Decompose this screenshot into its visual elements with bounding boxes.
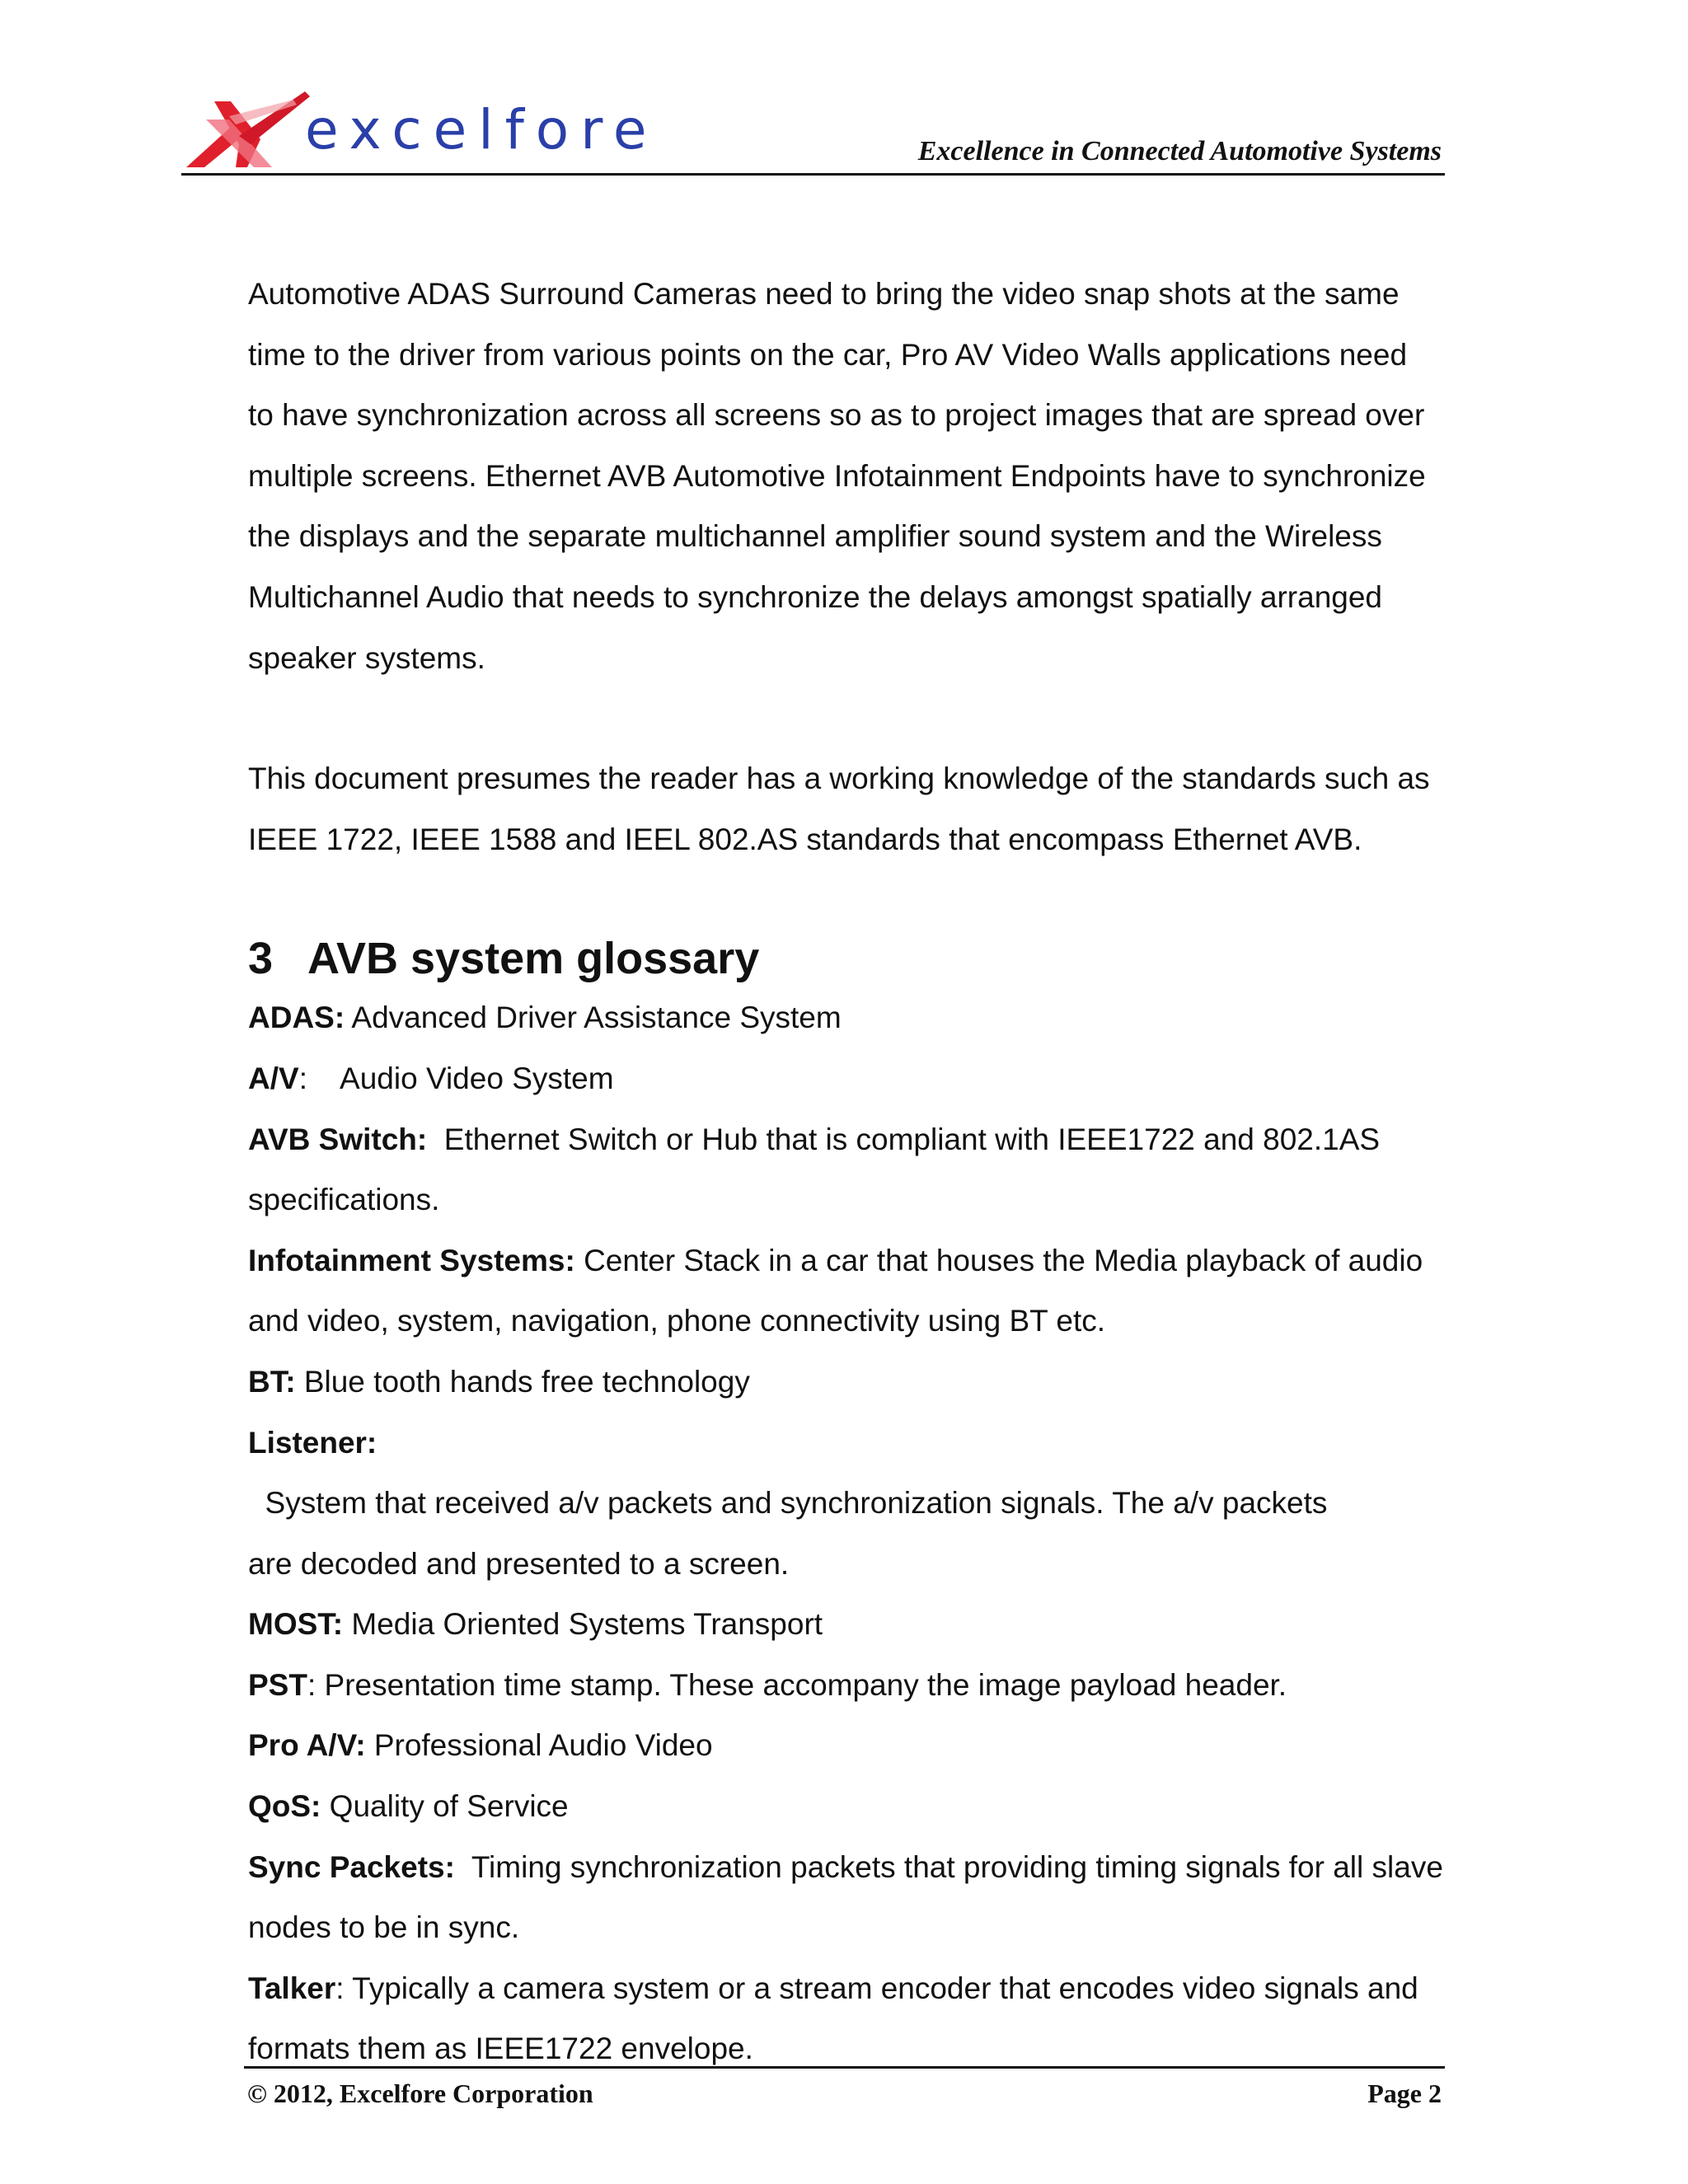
section-heading — [248, 930, 1443, 987]
section-number: 3 — [248, 934, 274, 984]
glossary-entry-line — [248, 1655, 1443, 1716]
glossary-definition: Quality of Service — [321, 1789, 569, 1824]
intro-paragraph-2-line: IEEE 1722, IEEE 1588 and IEEL 802.AS standards that encompass Ethernet AVB. — [248, 822, 1362, 856]
glossary-term: ADAS: — [248, 1001, 345, 1035]
page-header — [181, 87, 1445, 177]
intro-paragraph-1-line: speaker systems. — [248, 640, 485, 675]
intro-paragraph-1-line: to have synchronization across all screens so as to project images that are spread over — [248, 398, 1425, 433]
glossary-entry-line — [248, 987, 1443, 1048]
glossary-term: BT: — [248, 1364, 296, 1399]
intro-paragraph-1-line: time to the driver from various points on the car, Pro AV Video Walls applications need — [248, 337, 1408, 372]
glossary-term: QoS: — [248, 1789, 321, 1824]
footer-page-number: Page 2 — [1367, 2079, 1442, 2108]
glossary-entry-line — [248, 1048, 1443, 1109]
glossary-definition: Blue tooth hands free technology — [295, 1364, 750, 1399]
glossary-term: A/V — [248, 1061, 299, 1095]
glossary-entry-line — [248, 1534, 1443, 1595]
logo-wordmark: excelfore — [305, 98, 659, 162]
intro-paragraph-1-line: multiple screens. Ethernet AVB Automotive Infotainment Endpoints have to synchronize — [248, 458, 1426, 493]
glossary-definition: Media Oriented Systems Transport — [343, 1607, 823, 1642]
glossary-entry-line — [248, 1169, 1443, 1230]
intro-paragraph-1 — [248, 264, 1443, 688]
glossary-term: MOST: — [248, 1607, 344, 1642]
glossary-definition: Advanced Driver Assistance System — [345, 1001, 842, 1035]
page-footer — [244, 2066, 1445, 2109]
glossary-definition: : Audio Video System — [298, 1061, 614, 1095]
glossary-definition: formats them as IEEE1722 envelope. — [248, 2032, 753, 2066]
glossary-entry-line — [248, 1352, 1443, 1413]
glossary-entry-line — [248, 1594, 1443, 1655]
intro-paragraph-1-line: Multichannel Audio that needs to synchronize the delays amongst spatially arranged — [248, 579, 1383, 614]
glossary-definition: and video, system, navigation, phone connectivity using BT etc. — [248, 1304, 1106, 1338]
glossary-term: PST — [248, 1667, 307, 1702]
glossary-definition: specifications. — [248, 1183, 440, 1217]
glossary-definition: System that received a/v packets and synchronization signals. The a/v packets — [248, 1486, 1328, 1521]
glossary-definition: are decoded and presented to a screen. — [248, 1546, 790, 1581]
excelfore-logo — [181, 87, 684, 173]
glossary-entry-line — [248, 1897, 1443, 1958]
glossary-entry-line — [248, 1291, 1443, 1352]
glossary-definition: Center Stack in a car that houses the Media playback of audio — [574, 1243, 1423, 1277]
footer-divider — [244, 2066, 1445, 2069]
intro-paragraph-1-line: the displays and the separate multichannel amplifier sound system and the Wireless — [248, 519, 1382, 554]
header-divider — [181, 173, 1445, 176]
glossary-definition: Professional Audio Video — [365, 1728, 713, 1763]
glossary-definition: : Typically a camera system or a stream encoder that encodes video signals and — [335, 1971, 1418, 2005]
glossary-term: Listener: — [248, 1425, 377, 1460]
glossary-term: Talker — [248, 1971, 336, 2005]
glossary-definition: nodes to be in sync. — [248, 1910, 520, 1945]
glossary-entry-line — [248, 1958, 1443, 2019]
intro-paragraph-2 — [248, 748, 1443, 869]
glossary-definition: Ethernet Switch or Hub that is compliant with IEEE1722 and 802.1AS — [427, 1122, 1381, 1156]
glossary-entry-line — [248, 1715, 1443, 1776]
glossary-definition: : Presentation time stamp. These accompany the image payload header. — [307, 1667, 1287, 1702]
glossary-entry-line — [248, 1230, 1443, 1291]
glossary-entry-line — [248, 1776, 1443, 1837]
header-tagline: Excellence in Connected Automotive Systems — [917, 136, 1442, 166]
page-content — [248, 264, 1443, 2079]
glossary-entry-line — [248, 1413, 1443, 1534]
glossary-term: Pro A/V: — [248, 1728, 366, 1763]
glossary-definition: Timing synchronization packets that providing timing signals for all slave — [454, 1849, 1443, 1884]
glossary-term: AVB Switch: — [248, 1122, 428, 1156]
intro-paragraph-1-line: Automotive ADAS Surround Cameras need to bring the video snap shots at the same — [248, 277, 1400, 311]
glossary-list — [248, 987, 1443, 2079]
glossary-entry-line — [248, 1837, 1443, 1898]
footer-copyright: © 2012, Excelfore Corporation — [247, 2079, 593, 2108]
glossary-term: Infotainment Systems: — [248, 1243, 575, 1277]
intro-paragraph-2-line: This document presumes the reader has a working knowledge of the standards such as — [248, 762, 1430, 796]
glossary-term: Sync Packets: — [248, 1849, 455, 1884]
section-title: AVB system glossary — [307, 934, 760, 984]
excelfore-x-mark-icon — [181, 87, 313, 169]
glossary-entry-line — [248, 1109, 1443, 1170]
